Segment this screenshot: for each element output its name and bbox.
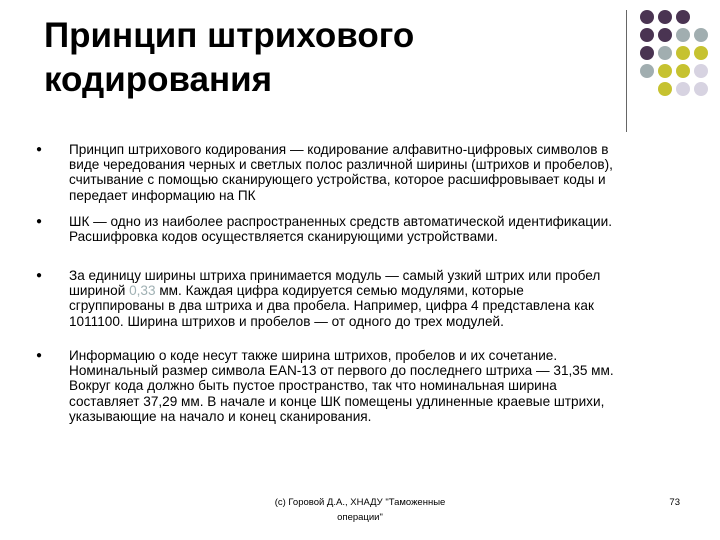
decorative-dot <box>676 46 690 60</box>
bullet-line: Расшифровка кодов осуществляется сканирующими устройствами. <box>69 229 498 245</box>
decorative-dot <box>640 28 654 42</box>
decorative-dot-grid <box>640 10 720 110</box>
decorative-dot <box>658 28 672 42</box>
page-number: 73 <box>669 497 680 508</box>
bullet-line: 1011100. Ширина штрихов и пробелов — от одного до трех модулей. <box>69 313 504 329</box>
bullet-marker: ● <box>36 144 43 155</box>
decorative-dot <box>658 64 672 78</box>
slide-title: Принцип штрихового кодирования <box>44 16 415 99</box>
bullet-item-4 <box>36 348 614 424</box>
bullet-text: мм. Каждая цифра кодируется семью модулями, которые <box>155 283 524 299</box>
highlighted-value: 0,33 <box>129 283 156 299</box>
decorative-dot <box>694 28 708 42</box>
decorative-dot <box>676 28 690 42</box>
decorative-dot <box>658 10 672 24</box>
decorative-dot <box>694 46 708 60</box>
footer-line: (c) Горовой Д.А., ХНАДУ "Таможенные <box>274 497 446 508</box>
bullet-item-1 <box>36 142 613 203</box>
bullet-item-3 <box>36 268 600 329</box>
bullet-line: указывающие на начало и конец сканирования. <box>69 408 372 424</box>
bullet-line: Номинальный размер символа EAN-13 от первого до последнего штриха — 31,35 мм. <box>69 363 614 379</box>
decorative-dot <box>676 10 690 24</box>
footer-line: операции" <box>337 512 383 523</box>
decorative-dot <box>676 64 690 78</box>
bullet-line: ШК — одно из наиболее распространенных средств автоматической идентификации. <box>69 214 612 229</box>
bullet-line: За единицу ширины штриха принимается модуль — самый узкий штрих или пробел <box>69 268 601 283</box>
decorative-dot <box>658 82 672 96</box>
bullet-line: передает информацию на ПК <box>69 187 256 203</box>
bullet-line: составляет 37,29 мм. В начале и конце ШК помещены удлиненные краевые штрихи, <box>69 393 605 409</box>
bullet-line: считывание с помощью сканирующего устройства, которое расшифровывает коды и <box>69 172 606 188</box>
bullet-line: виде чередования черных и светлых полос различной ширины (штрихов и пробелов), <box>69 157 613 173</box>
bullet-line <box>69 283 600 298</box>
decorative-dot <box>640 64 654 78</box>
bullet-line: сгруппированы в два штриха и два пробела. Например, цифра 4 представлена как <box>69 298 594 314</box>
decorative-dot <box>640 46 654 60</box>
bullet-line: Информацию о коде несут также ширина штрихов, пробелов и их сочетание. <box>69 348 558 363</box>
decorative-dot <box>658 46 672 60</box>
bullet-item-2 <box>36 214 612 244</box>
bullet-marker: ● <box>36 216 43 227</box>
bullet-line: Принцип штрихового кодирования — кодирование алфавитно-цифровых символов в <box>69 142 609 157</box>
decorative-dot <box>640 10 654 24</box>
decorative-dot <box>694 64 708 78</box>
footer-credit <box>250 495 470 525</box>
bullet-marker: ● <box>36 350 43 361</box>
bullet-line: Вокруг кода должно быть пустое пространство, так что номинальная ширина <box>69 378 557 394</box>
bullet-text: шириной <box>69 283 130 299</box>
bullet-marker: ● <box>36 270 43 281</box>
decorative-dot <box>676 82 690 96</box>
title-divider-line <box>626 10 627 132</box>
decorative-dot <box>694 82 708 96</box>
